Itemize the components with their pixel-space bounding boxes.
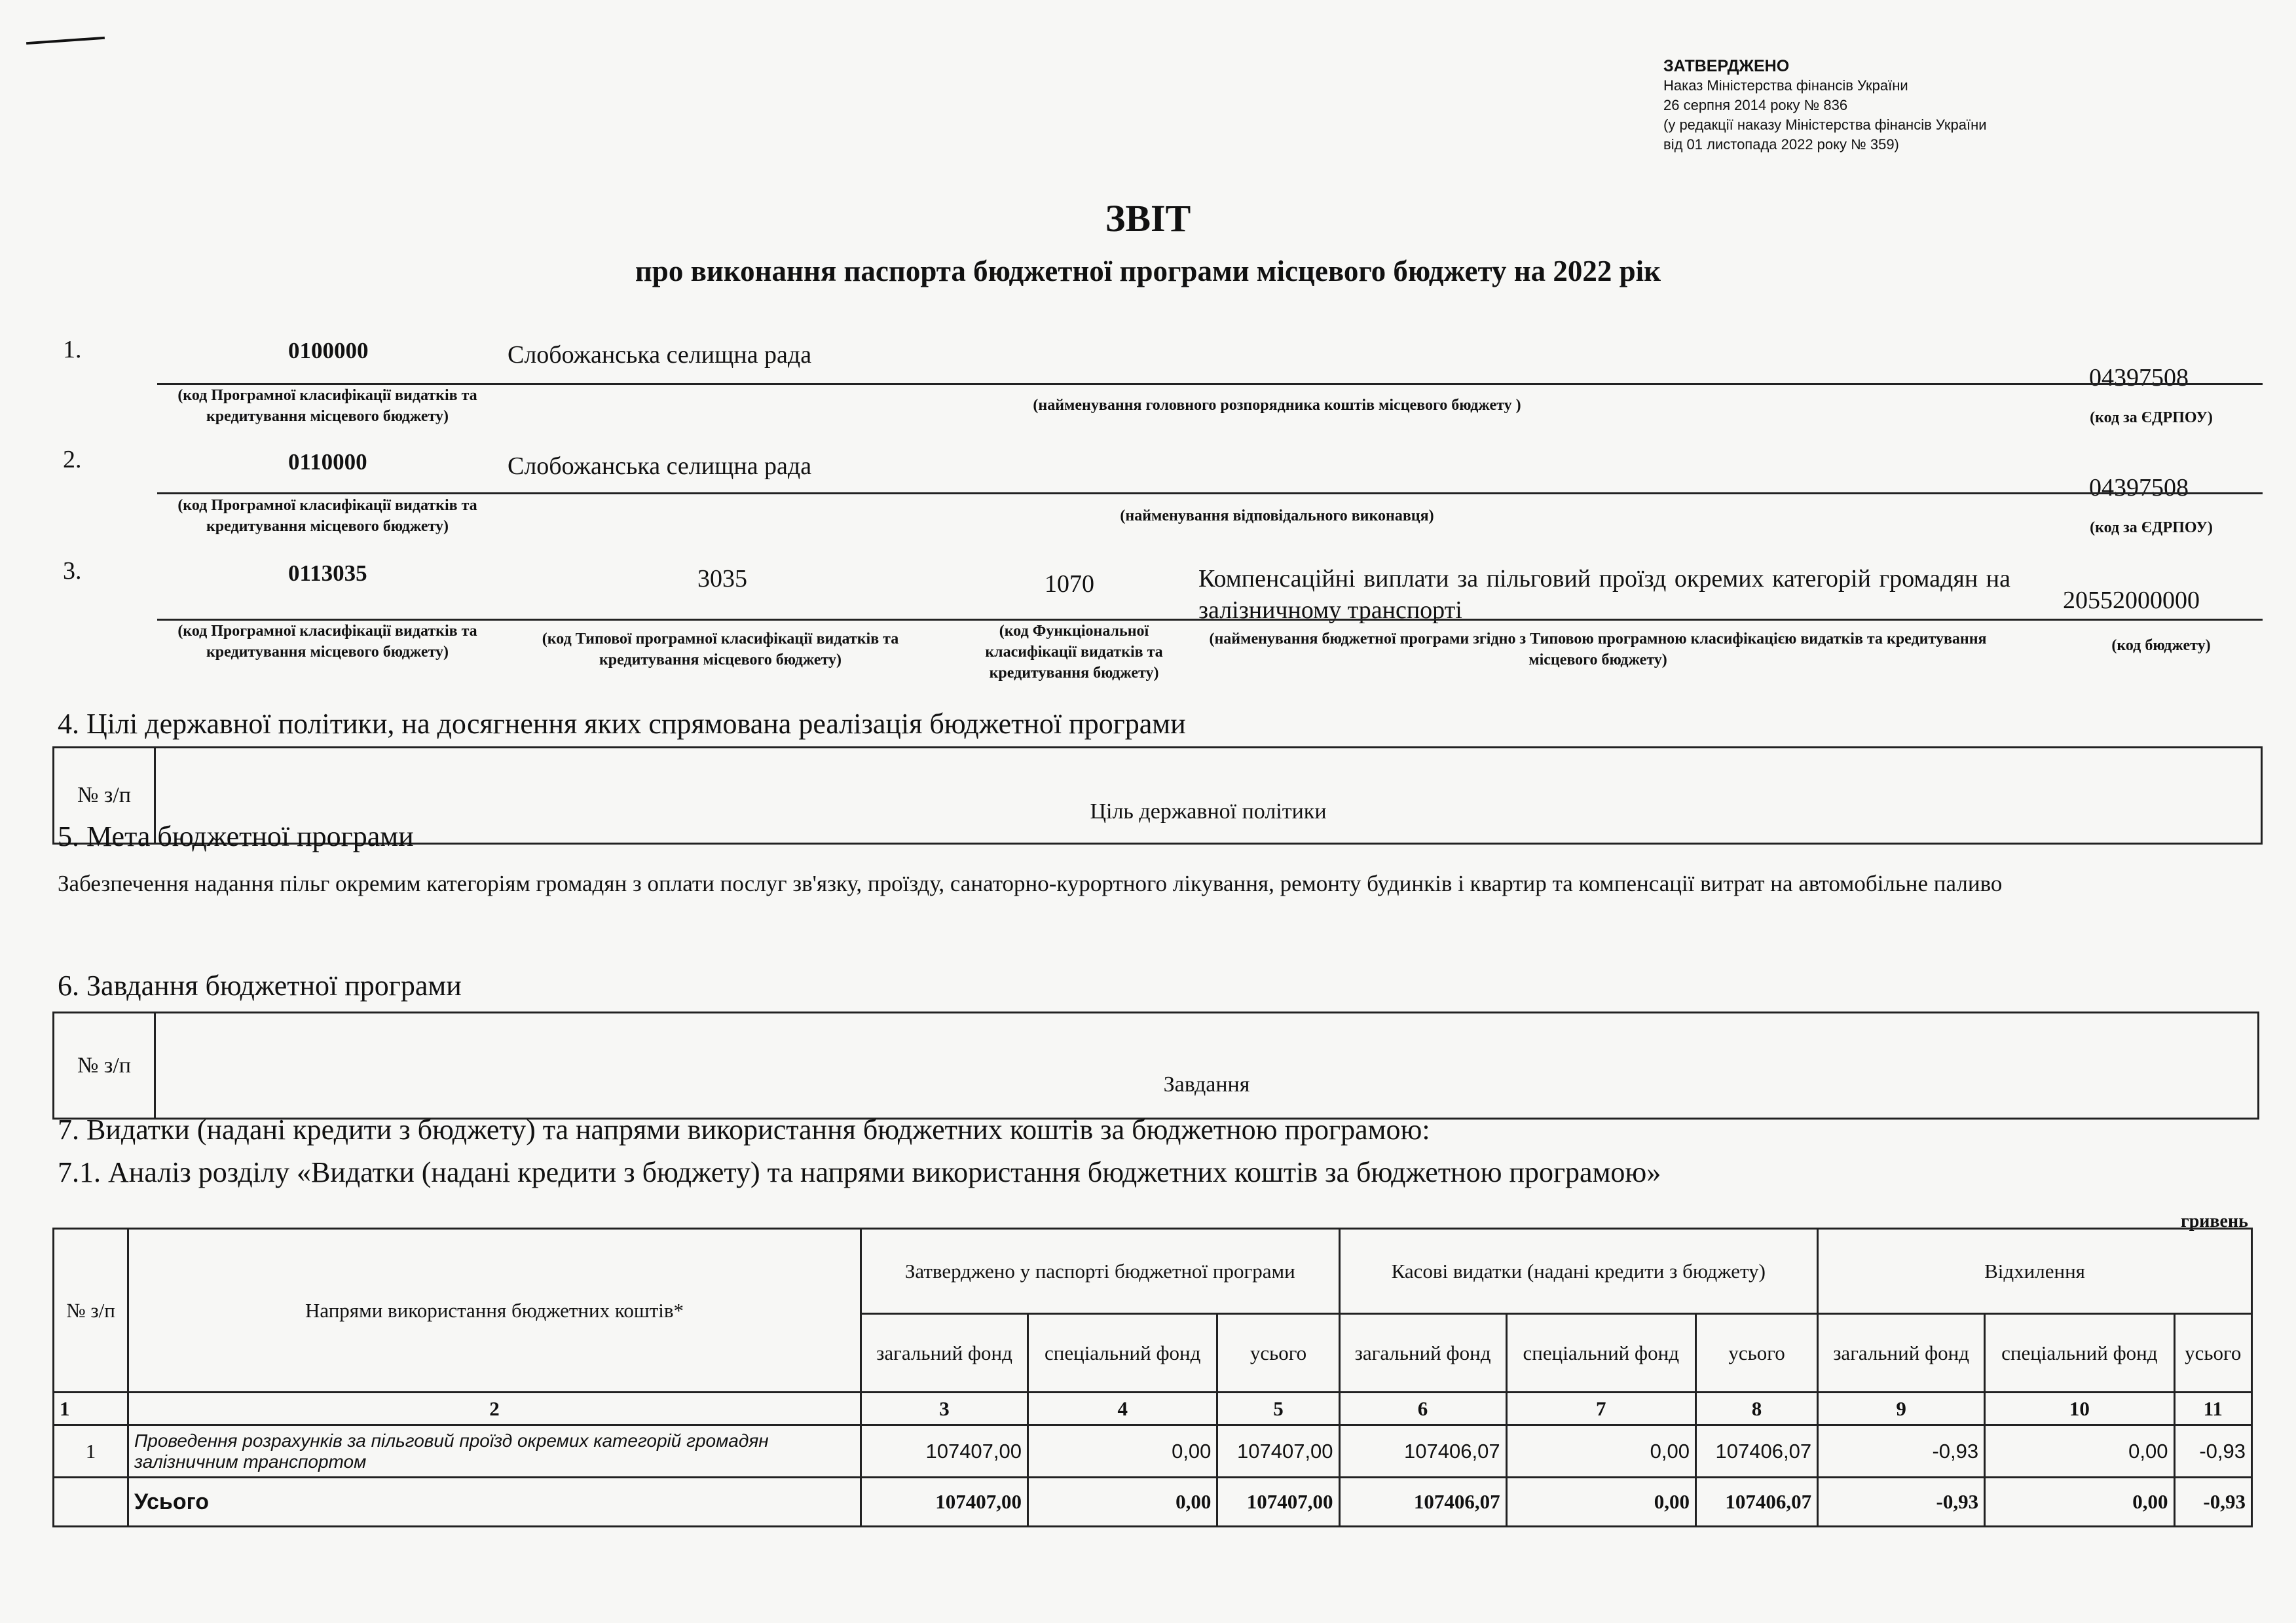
col-total: усього <box>1217 1314 1339 1393</box>
item-number: 3. <box>63 557 82 585</box>
column-number-cell: 11 <box>2174 1393 2251 1425</box>
row-value: 107407,00 <box>1217 1425 1339 1478</box>
column-number-cell: 6 <box>1339 1393 1506 1425</box>
caption: (найменування бюджетної програми згідно з Типовою програмною класифікацією видатків та кредитування місцевого бюджету) <box>1209 630 1987 668</box>
col-total: усього <box>1695 1314 1817 1393</box>
executor-name: Слобожанська селищна рада <box>508 452 812 480</box>
col-approved: Затверджено у паспорті бюджетної програми <box>861 1229 1340 1314</box>
total-value: 0,00 <box>1985 1478 2174 1527</box>
col-goal: Ціль державної політики <box>155 748 2262 844</box>
caption: (код Типової програмної класифікації видатків та кредитування місцевого бюджету) <box>542 630 899 668</box>
caption: (код Функціональної класифікації видатків та кредитування бюджету) <box>985 623 1163 682</box>
row-value: 0,00 <box>1506 1425 1695 1478</box>
section-6-heading: 6. Завдання бюджетної програми <box>58 970 462 1002</box>
row-value: -0,93 <box>1818 1425 1985 1478</box>
col-total: усього <box>2174 1314 2251 1393</box>
program-code: 0100000 <box>288 338 369 363</box>
currency-unit: гривень <box>2181 1211 2248 1231</box>
approval-line: 26 серпня 2014 року № 836 <box>1663 97 1848 113</box>
report-title: ЗВІТ <box>1105 197 1191 240</box>
total-value: -0,93 <box>1818 1478 1985 1527</box>
column-number-cell: 7 <box>1506 1393 1695 1425</box>
total-value: 107407,00 <box>861 1478 1028 1527</box>
caption: (код Програмної класифікації видатків та кредитування місцевого бюджету) <box>177 497 477 535</box>
col-number: № з/п <box>54 748 155 844</box>
column-number-cell: 3 <box>861 1393 1028 1425</box>
approval-stamp <box>1663 56 2122 155</box>
approval-line: від 01 листопада 2022 року № 359) <box>1663 136 1899 153</box>
edrpou-code: 04397508 <box>2089 364 2189 392</box>
column-number-cell: 5 <box>1217 1393 1339 1425</box>
total-number-cell <box>54 1478 128 1527</box>
total-value: 107406,07 <box>1339 1478 1506 1527</box>
caption: (код бюджету) <box>2111 637 2211 654</box>
typical-code: 3035 <box>697 565 747 593</box>
col-general-fund: загальний фонд <box>1339 1314 1506 1393</box>
col-number: № з/п <box>54 1229 128 1393</box>
row-value: 107406,07 <box>1339 1425 1506 1478</box>
caption: (код за ЄДРПОУ) <box>2090 519 2213 536</box>
pen-mark <box>26 37 105 45</box>
col-directions: Напрями використання бюджетних коштів* <box>128 1229 861 1393</box>
program-code: 0113035 <box>288 560 367 586</box>
column-number-cell: 9 <box>1818 1393 1985 1425</box>
row-value: 107406,07 <box>1695 1425 1817 1478</box>
caption: (найменування відповідального виконавця) <box>1120 507 1434 524</box>
program-code: 0110000 <box>288 449 367 475</box>
column-number-cell: 2 <box>128 1393 861 1425</box>
total-row <box>54 1478 2252 1527</box>
col-deviation: Відхилення <box>1818 1229 2252 1314</box>
caption: (код за ЄДРПОУ) <box>2090 409 2213 426</box>
section-7-heading: 7. Видатки (надані кредити з бюджету) та напрями використання бюджетних коштів за бюджетною програмою: <box>58 1114 1430 1146</box>
col-special-fund: спеціальний фонд <box>1506 1314 1695 1393</box>
row-direction: Проведення розрахунків за пільговий проїзд окремих категорій громадян залізничним транспортом <box>128 1425 861 1478</box>
total-value: -0,93 <box>2174 1478 2251 1527</box>
report-subtitle: про виконання паспорта бюджетної програми місцевого бюджету на 2022 рік <box>635 255 1661 287</box>
caption: (код Програмної класифікації видатків та кредитування місцевого бюджету) <box>177 623 477 661</box>
row-number: 1 <box>54 1425 128 1478</box>
col-number: № з/п <box>54 1013 155 1119</box>
row-value: 0,00 <box>1985 1425 2174 1478</box>
program-goal-text: Забезпечення надання пільг окремим категоріям громадян з оплати послуг зв'язку, проїзду, санаторно-курортного лікування, ремонту будинків і квартир та компенсації витрат на автомобільне паливо <box>58 871 2003 896</box>
total-value: 0,00 <box>1506 1478 1695 1527</box>
section-7-1-heading: 7.1. Аналіз розділу «Видатки (надані кредити з бюджету) та напрями використання бюджетних коштів за бюджетною програмою» <box>58 1156 1661 1188</box>
functional-code: 1070 <box>1045 570 1094 598</box>
column-number-cell: 10 <box>1985 1393 2174 1425</box>
col-cash: Касові видатки (надані кредити з бюджету) <box>1339 1229 1818 1314</box>
section-5-heading: 5. Мета бюджетної програми <box>58 820 414 852</box>
total-value: 0,00 <box>1028 1478 1217 1527</box>
total-value: 107407,00 <box>1217 1478 1339 1527</box>
column-number-cell: 4 <box>1028 1393 1217 1425</box>
budget-code: 20552000000 <box>2063 587 2200 614</box>
approval-title: ЗАТВЕРДЖЕНО <box>1663 57 1790 75</box>
section-4-heading: 4. Цілі державної політики, на досягнення яких спрямована реалізація бюджетної програми <box>58 708 1186 740</box>
col-general-fund: загальний фонд <box>861 1314 1028 1393</box>
edrpou-code: 04397508 <box>2089 474 2189 501</box>
column-number-cell: 8 <box>1695 1393 1817 1425</box>
item-number: 2. <box>63 446 82 473</box>
caption: (код Програмної класифікації видатків та кредитування місцевого бюджету) <box>177 387 477 425</box>
program-name: Компенсаційні виплати за пільговий проїзд окремих категорій громадян на залізничному транспорті <box>1198 565 2010 624</box>
table-row <box>54 1425 2252 1478</box>
column-number-cell: 1 <box>54 1393 128 1425</box>
row-value: 107407,00 <box>861 1425 1028 1478</box>
col-task: Завдання <box>155 1013 2259 1119</box>
manager-name: Слобожанська селищна рада <box>508 341 812 369</box>
column-numbers-row <box>54 1393 2252 1425</box>
total-label: Усього <box>128 1478 861 1527</box>
approval-line: Наказ Міністерства фінансів України <box>1663 77 1908 94</box>
row-value: -0,93 <box>2174 1425 2251 1478</box>
col-special-fund: спеціальний фонд <box>1985 1314 2174 1393</box>
underline <box>157 492 2263 494</box>
expenditure-table <box>52 1228 2253 1527</box>
col-general-fund: загальний фонд <box>1818 1314 1985 1393</box>
total-value: 107406,07 <box>1695 1478 1817 1527</box>
approval-line: (у редакції наказу Міністерства фінансів України <box>1663 117 1987 133</box>
caption: (найменування головного розпорядника коштів місцевого бюджету ) <box>1033 397 1521 414</box>
col-special-fund: спеціальний фонд <box>1028 1314 1217 1393</box>
row-value: 0,00 <box>1028 1425 1217 1478</box>
tasks-table <box>52 1012 2259 1120</box>
item-number: 1. <box>63 336 82 363</box>
